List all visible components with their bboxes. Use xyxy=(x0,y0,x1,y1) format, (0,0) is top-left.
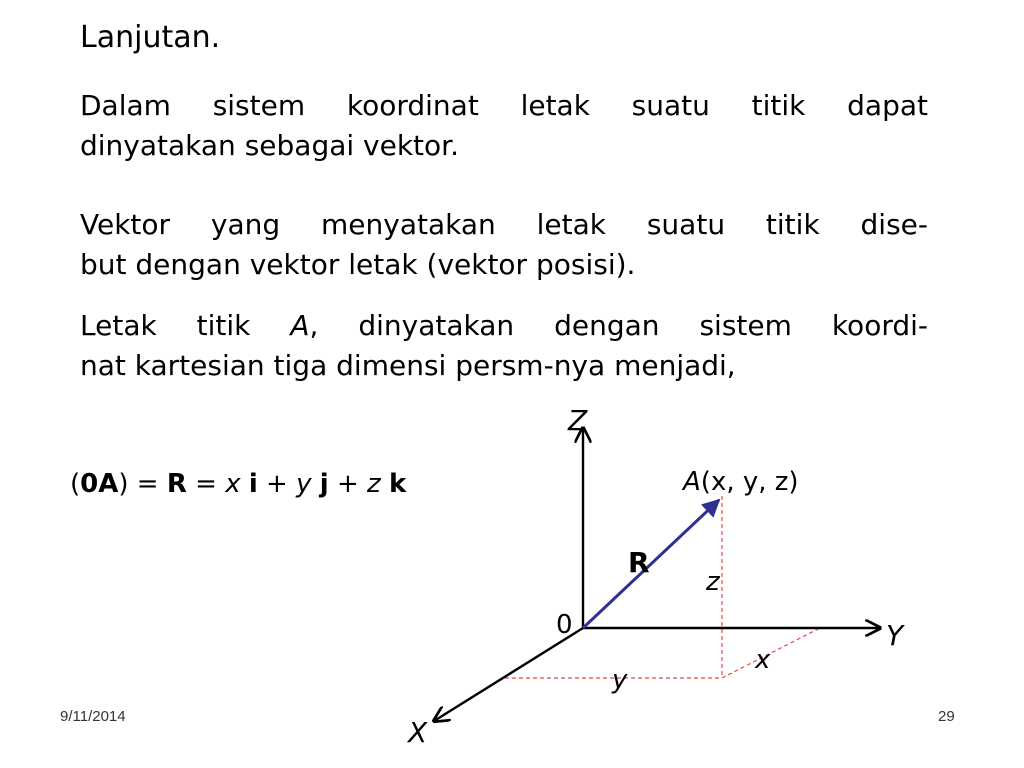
eq-r: R xyxy=(166,469,187,499)
vector-r-label: R xyxy=(628,546,650,579)
paragraph-line: dinyatakan sebagai vektor. xyxy=(80,129,460,162)
slide-title: Lanjutan. xyxy=(80,20,221,55)
eq-k: k xyxy=(388,469,407,499)
y-component-label: y xyxy=(612,665,628,695)
projection-lines xyxy=(505,496,820,678)
paragraph-line: Dalam sistem koordinat letak suatu titik dapat xyxy=(80,89,928,122)
eq-i: i xyxy=(248,469,258,499)
x-component-label: x xyxy=(755,645,771,675)
position-vector-r xyxy=(583,500,719,628)
eq-j: j xyxy=(319,469,329,499)
eq-y: y xyxy=(296,469,312,499)
eq-oa: 0A xyxy=(80,469,119,499)
footer-page-number: 29 xyxy=(938,708,955,725)
footer-date: 9/11/2014 xyxy=(60,708,126,725)
text-segment: , dinyatakan dengan sistem koordi- xyxy=(309,309,928,342)
projection-x-line xyxy=(722,628,820,678)
text-segment: Letak titik xyxy=(80,309,291,342)
eq-x: x xyxy=(225,469,241,499)
point-name-inline: A xyxy=(290,309,310,342)
point-a-label xyxy=(681,467,799,497)
point-a-coordinates: (x, y, z) xyxy=(700,467,799,497)
eq-paren-close: ) xyxy=(118,469,129,499)
point-a-name: A xyxy=(683,467,701,497)
y-axis-label: Y xyxy=(886,619,904,652)
x-axis xyxy=(434,628,583,721)
eq-z: z xyxy=(367,469,381,499)
z-component-label: z xyxy=(706,567,720,597)
x-axis-label: X xyxy=(408,716,428,749)
eq-equals: = xyxy=(186,469,226,499)
paragraph-line: Vektor yang menyatakan letak suatu titik dise- xyxy=(80,208,928,241)
origin-label: 0 xyxy=(556,610,573,640)
eq-equals: = xyxy=(128,469,167,499)
eq-paren-open: ( xyxy=(70,469,81,499)
eq-plus: + xyxy=(257,469,297,499)
paragraph-line: nat kartesian tiga dimensi persm-nya menjadi, xyxy=(80,349,736,382)
paragraph-line: but dengan vektor letak (vektor posisi). xyxy=(80,248,636,281)
z-axis-label: Z xyxy=(568,404,588,437)
eq-plus: + xyxy=(328,469,368,499)
